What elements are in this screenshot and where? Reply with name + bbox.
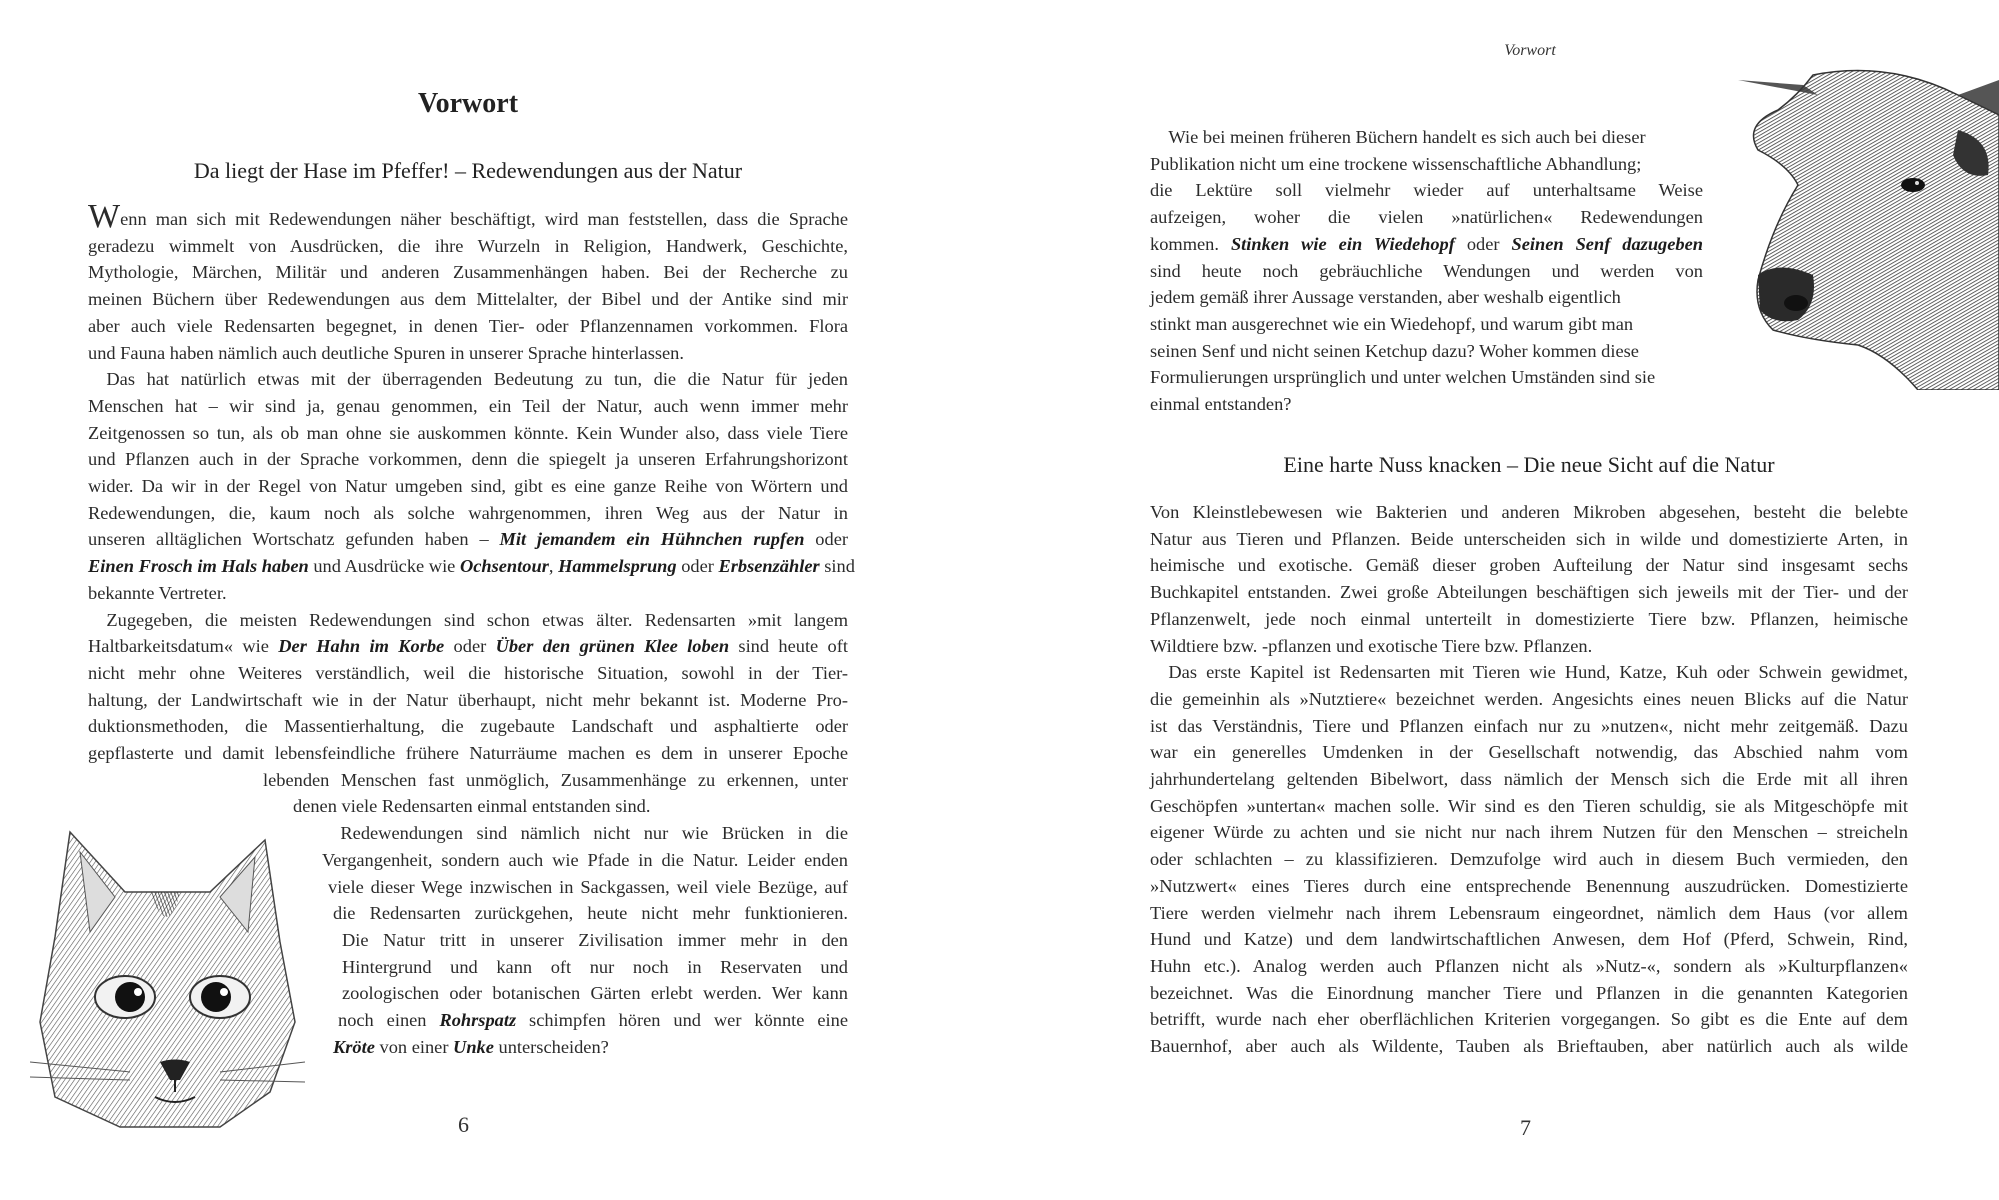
text-line bbox=[88, 473, 848, 500]
text-line bbox=[333, 900, 848, 927]
text-run: sind bbox=[819, 556, 855, 577]
text-run: kommen. bbox=[1150, 233, 1231, 254]
text-line bbox=[88, 340, 848, 367]
text-line bbox=[322, 820, 848, 847]
text-line bbox=[1150, 364, 1713, 391]
text-run: oder bbox=[804, 529, 848, 550]
text-run: einmal entstanden? bbox=[1150, 394, 1292, 414]
text-line bbox=[88, 553, 855, 580]
idiom-emphasis: Über den grünen Klee loben bbox=[495, 636, 730, 657]
idiom-emphasis: Seinen Senf dazugeben bbox=[1511, 233, 1704, 254]
text-line bbox=[88, 740, 848, 767]
text-line bbox=[1150, 391, 1703, 418]
idiom-emphasis: Erbsenzähler bbox=[718, 556, 820, 577]
text-line bbox=[1150, 177, 1703, 204]
text-run: und Pflanzen auch in der Sprache vorkommen, denn die spiegelt ja unseren Erfahrungshorizont bbox=[88, 449, 848, 470]
text-run: die Lektüre soll vielmehr wieder auf unterhaltsame Weise bbox=[1150, 180, 1703, 201]
text-line bbox=[1150, 873, 1908, 900]
text-line bbox=[1150, 713, 1908, 740]
drop-cap: W bbox=[88, 198, 121, 235]
text-line bbox=[88, 286, 848, 313]
text-run: Natur aus Tieren und Pflanzen. Beide unterscheiden sich in wilde und domestizierte Arten, in bbox=[1150, 528, 1908, 549]
text-line bbox=[1150, 926, 1908, 953]
text-run: unseren alltäglichen Wortschatz gefunden haben – bbox=[88, 529, 500, 550]
text-run: Wildtiere bzw. -pflanzen und exotische Tiere bzw. Pflanzen. bbox=[1150, 635, 1593, 656]
text-run: die gemeinhin als »Nutztiere« bezeichnet werden. Angesichts eines neuen Blicks auf die Natur bbox=[1150, 688, 1908, 709]
text-run: Huhn etc.). Analog werden auch Pflanzen nicht als »Nutz-«, sondern als »Kulturpflanzen« bbox=[1150, 955, 1908, 976]
idiom-emphasis: Ochsentour bbox=[459, 556, 549, 577]
text-line bbox=[333, 1034, 848, 1061]
text-run: oder bbox=[676, 556, 719, 577]
page-number: 6 bbox=[458, 1112, 469, 1137]
text-line bbox=[1150, 204, 1703, 231]
text-run: Zugegeben, die meisten Redewendungen sind schon etwas älter. Redensarten »mit langem bbox=[88, 609, 848, 630]
text-line bbox=[1150, 338, 1703, 365]
text-run: denen viele Redensarten einmal entstanden sind. bbox=[293, 796, 651, 817]
text-line bbox=[88, 393, 848, 420]
text-line bbox=[1150, 793, 1908, 820]
text-line bbox=[1150, 953, 1908, 980]
idiom-emphasis: Der Hahn im Korbe bbox=[278, 636, 445, 657]
text-run: meinen Büchern über Redewendungen aus dem Mittelalter, der Bibel und der Antike sind mir bbox=[88, 289, 848, 310]
idiom-emphasis: Rohrspatz bbox=[439, 1010, 517, 1030]
idiom-emphasis: Unke bbox=[453, 1036, 494, 1057]
text-run: Das hat natürlich etwas mit der überragenden Bedeutung zu tun, die die Natur für jeden bbox=[88, 369, 848, 390]
text-run: Redewendungen sind nämlich nicht nur wie Brücken in die bbox=[322, 823, 848, 844]
text-run: Formulierungen ursprünglich und unter welchen Umständen sind sie bbox=[1150, 367, 1656, 388]
text-run: zoologischen oder botanischen Gärten erlebt werden. Wer kann bbox=[342, 983, 848, 1004]
idiom-emphasis: Kröte bbox=[333, 1036, 375, 1057]
text-run: oder bbox=[1454, 233, 1512, 254]
text-line bbox=[88, 526, 848, 553]
text-line bbox=[1150, 231, 1703, 258]
text-line bbox=[1150, 526, 1908, 553]
text-line bbox=[1150, 980, 1908, 1007]
text-run: schimpfen hören und wer könnte eine bbox=[516, 1010, 848, 1030]
text-run: Menschen hat – wir sind ja, genau genommen, ein Teil der Natur, auch wenn immer mehr bbox=[88, 395, 848, 416]
idiom-emphasis: Hammelsprung bbox=[558, 556, 677, 577]
text-line bbox=[1150, 1006, 1908, 1033]
idiom-emphasis: Stinken wie ein Wiedehopf bbox=[1230, 233, 1455, 254]
right-page bbox=[999, 0, 1999, 1200]
text-run: betrifft, wurde nach eher oberflächlichen Kriterien vorgegangen. So gibt es die Ente auf dem bbox=[1150, 1009, 1908, 1030]
text-line bbox=[1150, 633, 1908, 660]
text-run: nicht mehr ohne Weiteres verständlich, weil die historische Situation, sowohl in der Tier- bbox=[88, 662, 848, 683]
text-run: sind heute oft bbox=[729, 636, 848, 657]
text-run: Tiere werden vielmehr nach ihrem Lebensraum eingeordnet, nämlich dem Haus (vor allem bbox=[1150, 902, 1908, 923]
text-run: Zeitgenossen so tun, als ob man ohne sie auskommen könnte. Kein Wunder also, dass viele Tiere bbox=[88, 422, 848, 443]
text-run: Mythologie, Märchen, Militär und anderen Zusammenhängen haben. Bei der Recherche zu bbox=[88, 262, 848, 283]
text-line bbox=[88, 420, 848, 447]
text-run: Hund und Katze) und dem landwirtschaftlichen Anwesen, dem Hof (Pferd, Schwein, Rind, bbox=[1150, 929, 1908, 950]
text-line bbox=[1150, 819, 1908, 846]
text-run: oder schlachten – zu klassifizieren. Demzufolge wird auch in diesem Buch vermieden, den bbox=[1150, 849, 1908, 870]
text-run: Vergangenheit, sondern auch wie Pfade in die Natur. Leider enden bbox=[322, 849, 848, 870]
text-line bbox=[88, 500, 848, 527]
text-run: die Redensarten zurückgehen, heute nicht mehr funktionieren. bbox=[333, 903, 848, 924]
text-run: aufzeigen, woher die vielen »natürlichen« Redewendungen bbox=[1150, 207, 1703, 228]
text-line bbox=[1150, 124, 1706, 151]
page-number: 7 bbox=[1520, 1115, 1531, 1140]
text-line bbox=[1150, 258, 1703, 285]
text-line bbox=[88, 660, 848, 687]
idiom-emphasis: Mit jemandem ein Hühnchen rupfen bbox=[499, 529, 805, 550]
text-run: sind heute noch gebräuchliche Wendungen und werden von bbox=[1150, 260, 1703, 281]
text-run: wider. Da wir in der Regel von Natur umgeben sind, gibt es eine ganze Reihe von Wörtern und bbox=[88, 476, 848, 496]
text-run: Geschöpfen »untertan« machen solle. Wir sind es den Tieren schuldig, sie als Mitgeschöpfe mit bbox=[1150, 795, 1908, 816]
section-heading: Da liegt der Hase im Pfeffer! – Redewendungen aus der Natur bbox=[193, 158, 743, 183]
text-line bbox=[1150, 846, 1908, 873]
text-run: enn man sich mit Redewendungen näher beschäftigt, wird man feststellen, dass die Sprache bbox=[120, 209, 848, 229]
text-line bbox=[88, 313, 848, 340]
left-page bbox=[0, 0, 999, 1200]
text-line bbox=[88, 366, 848, 393]
text-run: und Fauna haben nämlich auch deutliche Spuren in unserer Sprache hinterlassen. bbox=[88, 342, 684, 363]
text-line bbox=[342, 980, 848, 1007]
text-line bbox=[1150, 311, 1703, 338]
chapter-title: Vorwort bbox=[417, 88, 519, 119]
text-run: Die Natur tritt in unserer Zivilisation immer mehr in den bbox=[342, 929, 848, 950]
text-line bbox=[88, 713, 848, 740]
text-run: aber auch viele Redensarten begegnet, in denen Tier- oder Pflanzennamen vorkommen. Flora bbox=[88, 315, 848, 336]
text-line bbox=[1150, 552, 1908, 579]
running-header: Vorwort bbox=[1504, 42, 1556, 59]
text-line bbox=[88, 687, 848, 714]
bull-illustration bbox=[1718, 55, 1999, 390]
text-run: gepflasterte und damit lebensfeindliche frühere Naturräume machen es dem in unserer Epoche bbox=[88, 743, 848, 763]
text-line bbox=[1150, 686, 1908, 713]
text-line bbox=[1150, 499, 1908, 526]
text-run: haltung, der Landwirtschaft wie in der Natur überhaupt, nicht mehr bekannt ist. Moderne Pro- bbox=[88, 689, 848, 710]
idiom-emphasis: Einen Frosch im Hals haben bbox=[88, 556, 309, 577]
text-run: unterscheiden? bbox=[493, 1036, 609, 1057]
text-run: oder bbox=[444, 636, 496, 657]
text-line bbox=[88, 233, 848, 260]
text-line bbox=[88, 580, 848, 607]
text-run: bekannte Vertreter. bbox=[88, 582, 227, 603]
cat-illustration bbox=[30, 822, 305, 1132]
text-line bbox=[328, 874, 848, 901]
text-run: viele dieser Wege inzwischen in Sackgassen, weil viele Bezüge, auf bbox=[328, 876, 848, 897]
text-run: seinen Senf und nicht seinen Ketchup dazu? Woher kommen diese bbox=[1150, 340, 1639, 361]
text-line bbox=[1150, 766, 1908, 793]
text-line bbox=[88, 259, 848, 286]
text-run: Redewendungen, die, kaum noch als solche wahrgenommen, ihren Weg aus der Natur in bbox=[88, 502, 848, 523]
text-line bbox=[1150, 579, 1908, 606]
text-run: duktionsmethoden, die Massentierhaltung, die zugebaute Landschaft und asphaltierte oder bbox=[88, 716, 848, 737]
text-line bbox=[1150, 739, 1908, 766]
text-line bbox=[1150, 1033, 1908, 1060]
text-line bbox=[293, 793, 848, 820]
text-run: lebenden Menschen fast unmöglich, Zusammenhänge zu erkennen, unter bbox=[263, 769, 848, 790]
text-line bbox=[1150, 284, 1703, 311]
text-line bbox=[338, 1007, 848, 1034]
text-run: noch einen bbox=[338, 1010, 440, 1030]
text-run: »Nutzwert« eines Tieres durch eine entsprechende Benennung auszudrücken. Domestizierte bbox=[1150, 875, 1908, 896]
text-run: Publikation nicht um eine trockene wissenschaftliche Abhandlung; bbox=[1150, 153, 1642, 174]
text-line bbox=[342, 954, 848, 981]
text-run: Wie bei meinen früheren Büchern handelt es sich auch bei dieser bbox=[1150, 127, 1646, 147]
text-run: heimische und exotische. Gemäß dieser groben Aufteilung der Natur sind insgesamt sechs bbox=[1150, 555, 1908, 576]
text-run: jedem gemäß ihrer Aussage verstanden, aber weshalb eigentlich bbox=[1150, 287, 1621, 308]
text-run: Von Kleinstlebewesen wie Bakterien und anderen Mikroben abgesehen, besteht die belebte bbox=[1150, 502, 1908, 522]
text-line bbox=[1150, 606, 1908, 633]
text-line bbox=[342, 927, 848, 954]
text-run: und Ausdrücke wie bbox=[308, 556, 460, 577]
text-run: eigener Würde zu achten und sie nicht nur nach ihrem Nutzen für den Menschen – streicheln bbox=[1150, 822, 1908, 843]
text-run: war ein generelles Umdenken in der Gesellschaft notwendig, das Abschied nahm vom bbox=[1150, 742, 1908, 763]
text-run: ist das Verständnis, Tiere und Pflanzen einfach nur zu »nutzen«, nicht mehr zeitgemäß. Dazu bbox=[1150, 715, 1908, 736]
text-line bbox=[88, 607, 848, 634]
text-run: Hintergrund und kann oft nur noch in Reservaten und bbox=[342, 956, 848, 977]
text-line bbox=[1150, 151, 1710, 178]
text-line bbox=[88, 633, 848, 660]
text-run: bezeichnet. Was die Einordnung mancher Tiere und Pflanzen in die genannten Kategorien bbox=[1150, 982, 1908, 1003]
text-run: von einer bbox=[374, 1036, 454, 1057]
text-line bbox=[322, 847, 848, 874]
section-heading: Eine harte Nuss knacken – Die neue Sicht auf die Natur bbox=[1283, 452, 1775, 477]
text-run: jahrhundertelang geltenden Bibelwort, dass nämlich der Mensch sich die Erde mit all ihren bbox=[1150, 769, 1908, 789]
text-run: geradezu wimmelt von Ausdrücken, die ihre Wurzeln in Religion, Handwerk, Geschichte, bbox=[88, 235, 848, 256]
text-line bbox=[263, 767, 848, 794]
text-run: Buchkapitel entstanden. Zwei große Abteilungen beschäftigen sich jeweils mit der Tier- und der bbox=[1150, 582, 1908, 603]
text-line bbox=[1150, 900, 1908, 927]
text-run: Pflanzenwelt, jede noch einmal unterteilt in domestizierte Tiere bzw. Pflanzen, heimische bbox=[1150, 608, 1908, 629]
text-line bbox=[88, 446, 848, 473]
text-line bbox=[1150, 659, 1908, 686]
text-line bbox=[88, 198, 848, 235]
text-run: Das erste Kapitel ist Redensarten mit Tieren wie Hund, Katze, Kuh oder Schwein gewidmet, bbox=[1150, 662, 1908, 683]
text-run: Haltbarkeitsdatum« wie bbox=[88, 636, 279, 657]
text-run: , bbox=[548, 556, 559, 577]
text-run: stinkt man ausgerechnet wie ein Wiedehopf, und warum gibt man bbox=[1150, 313, 1634, 334]
text-run: Bauernhof, aber auch als Wildente, Tauben als Brieftauben, aber natürlich auch als wilde bbox=[1150, 1036, 1908, 1056]
